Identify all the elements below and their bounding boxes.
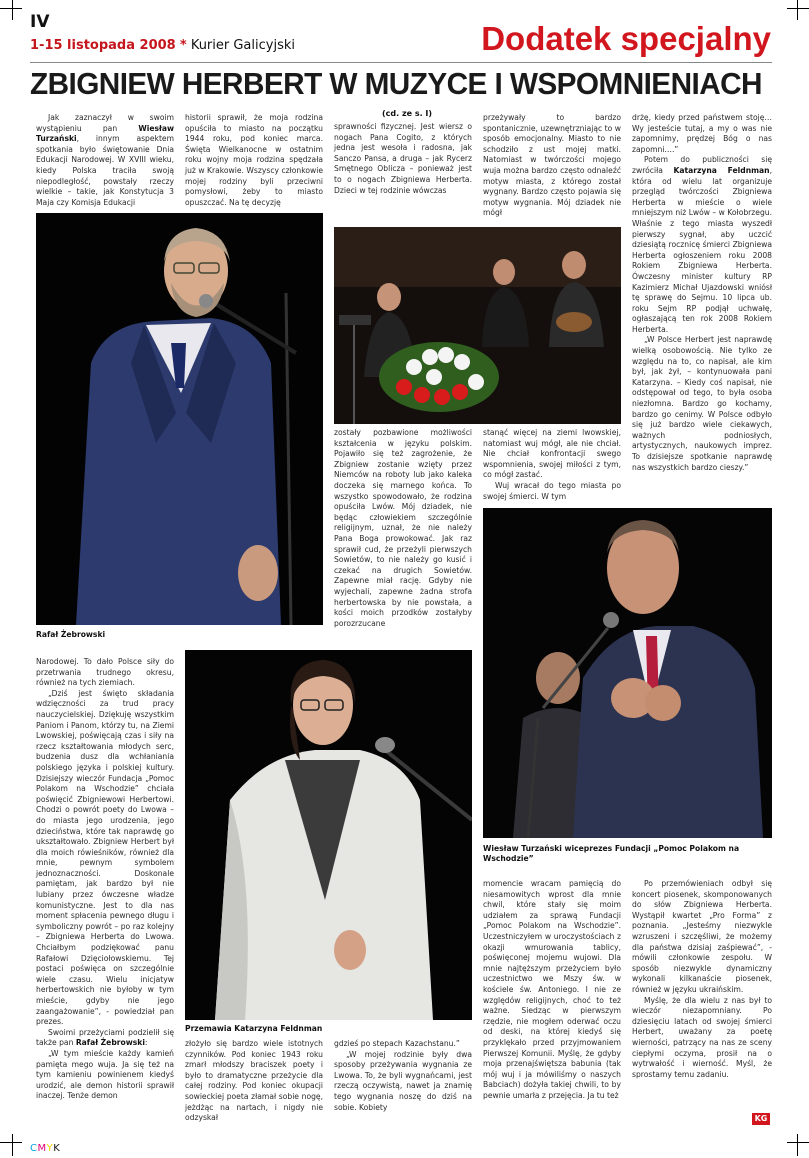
flower-bouquet (379, 342, 499, 412)
column-1-top (36, 113, 174, 208)
cmyk-y: Y (46, 1143, 54, 1154)
paragraph: gdzieś po stepach Kazachstanu.” (334, 1039, 460, 1048)
text-run: , innym aspektem spotkania było świętowanie Dnia Edukacji Narodowej. W XVIII wieku, kiedy Polska traciła swoją niepodległość, powstały rzeczy wielkie – takie, jak Konstytucja 3 Maja czy Komisja Edukacji (36, 134, 174, 207)
column-3-top (334, 122, 472, 196)
person-name: Katarzyna Feldnman (673, 165, 770, 175)
column-3-bottom (334, 1039, 472, 1113)
column-2-top (185, 113, 323, 208)
crop-mark (797, 0, 798, 20)
crop-mark (787, 8, 809, 9)
paragraph: Po przemówieniach odbył się koncert piosenek, skomponowanych do słów Zbigniewa Herberta. Wystąpił kwartet „Pro Forma” z poznania. „Jesteśmy niezwykle wzruszeni i szczęśliwi, że możemy dla państwa dzisiaj zaśpiewać”, - mówili członkowie zespołu. W sposób niezwykle dynamiczny wykonali kilkanaście piosenek, również w języku ukraińskim. (632, 879, 772, 994)
kg-logo-icon: KG (752, 1113, 770, 1125)
rafal-photo-illustration (36, 213, 323, 625)
page-number: IV (30, 12, 50, 32)
paragraph: Narodowej. To dało Polsce siły do przetrwania trudnego okresu, również na tych ziemiach. (36, 657, 174, 688)
article-headline: ZBIGNIEW HERBERT W MUZYCE I WSPOMNIENIACH (30, 66, 762, 101)
crop-mark (0, 8, 22, 9)
text-run: Swoimi przeżyciami podzielił się także pan (36, 1027, 174, 1048)
header-rule (30, 62, 772, 63)
cmyk-c: C (30, 1143, 38, 1154)
issue-date-line (30, 38, 295, 53)
paragraph: historii sprawił, że moja rodzina opuściła to miasto na początku 1944 roku, pod koniec marca. Święta Wielkanocne w ostatnim roku wojny moja rodzina spędzała już w Krakowie. Wszyscy członkowie mojej rodziny byli przeciwni pomysłowi, żeby to miasto opuszczać. Na tę decyzję (185, 113, 323, 207)
column-2-bottom (185, 1039, 323, 1124)
wieslaw-photo-illustration (483, 508, 772, 838)
paragraph: momencie wracam pamięcią do niesamowitych wprost dla mnie chwil, które stały się moim udziałem za sprawą Fundacji „Pomoc Polakom na Wschodzie”. Uczestniczyłem w uroczystościach z okazji wmurowania tablicy, poświęconej mojemu wujowi. Dla mnie najtęższym przeżyciem było uczestnictwo we Mszy św. w kościele św. Antoniego. I nie ze względów religijnych, choć to też ważne. Siedząc w pierwszym rzędzie, nie mogłem oderwać oczu od deski, na której kiedyś się przyklękało przed przyjmowaniem Pierwszej Komunii. Myślę, że gdyby moja przenajświętsza babunia (tak mój wuj i ja mówiliśmy o naszych Babciach) dożyła takiej chwili, to by pewnie umarła z przejęcia. Ja tu też (483, 879, 621, 1100)
column-1-bottom (36, 657, 174, 1102)
cmyk-registration (30, 1143, 60, 1154)
text-run: , która od wielu lat organizuje przegląd twórczości Zbigniewa Herberta w mieście o wiele mniejszym niż Lwów – w Kołobrzegu. Właśnie z tego miasta wyszedł pierwszy sygnał, aby uczcić dziesiątą rocznicę śmierci Zbigniewa Herberta ogłoszeniem roku 2008 Rokiem Zbigniewa Herberta. Ówczesny minister kultury RP Kazimierz Michał Ujazdowski wniósł tę sprawę do Sejmu. 10 lipca ub. roku Sejm RP podjął uchwałę, ogłaszającą ten rok 2008 Rokiem Herberta. (632, 165, 772, 334)
text-run: Potem do publiczności się zwróciła (632, 155, 772, 175)
paragraph: przeżywały to bardzo spontanicznie, uzewnętrzniając to w sposób emocjonalny. Miasto to nie schodziło z ust mojej matki. Natomiast w twórczości mojego wuja można bardzo często odnaleźć motyw miasta, z którego został wygnany. Bardzo często pojawia się motyw wygnania. Mój dziadek nie mógł (483, 113, 621, 218)
crop-mark (0, 1142, 22, 1143)
section-title: Dodatek specjalny (481, 20, 771, 57)
continued-note: (cd. ze s. I) (382, 109, 433, 118)
publication-name: Kurier Galicyjski (190, 38, 295, 53)
cmyk-k: K (53, 1143, 61, 1154)
paragraph: Wuj wracał do tego miasta po swojej śmierci. W tym (483, 480, 621, 501)
person-name: Rafał Żebrowski (75, 1038, 145, 1048)
column-4-top (483, 113, 621, 219)
column-4-middle (483, 428, 621, 502)
photo-concert (334, 227, 621, 424)
concert-photo-illustration (334, 227, 621, 424)
paragraph: zostały pozbawione możliwości kształcenia w języku polskim. Pojawiło się też zagrożenie, że Zbigniew zostanie wzięty przez Niemców na roboty lub jako kaleka doczeka się marnego końca. To wszystko spowodowało, że rodzina opuściła Lwów. Mój dziadek, nie będąc człowiekiem szczególnie religijnym, uznał, że nie należy Pana Boga prowokować. Jak raz sprawił cud, że przeżyli pierwszych Sowietów, to nie należy go kusić i czekać na drugich Sowietów. Zapewne miał rację. Gdyby nie wyjechali, zapewne żadna strofa herbertowska by nie powstała, a kości moich przodków zostałyby porozrzucane (334, 428, 472, 628)
text-run: Jak zaznaczył w swoim wystąpieniu pan (36, 113, 174, 133)
caption-wieslaw: Wiesław Turzański wiceprezes Fundacji „Pomoc Polakom na Wschodzie” (483, 844, 740, 863)
column-5 (632, 113, 772, 473)
crop-mark (12, 1134, 13, 1156)
paragraph: stanąć więcej na ziemi lwowskiej, natomiast wuj mógł, ale nie chciał. Nie chciał konfrontacji swego wspomnienia, swojej miłości z tym, co mógł zastać. (483, 428, 621, 480)
crop-mark (787, 1142, 809, 1143)
paragraph: „W Polsce Herbert jest naprawdę wielką osobowością. Nie tylko ze względu na to, co napisał, ale kim był, jak żył, – kontynuowała pani Katarzyna. – Kiedy coś napisał, nie odstępował od tego, to była osoba niezłomna. Bardzo go kochamy, bardzo go cenimy. W Polsce odbyło się już bardzo wiele ciekawych, ważnych podniosłych, artystycznych, naukowych imprez. To dzisiejsze spotkanie naprawdę nas wszystkich bardzo cieszy.” (632, 335, 772, 472)
caption-rafal: Rafał Żebrowski (36, 630, 106, 639)
photo-rafal-zebrowski (36, 213, 323, 625)
paragraph: Myślę, że dla wielu z nas był to wieczór niezapomniany. Po dziesięciu latach od swojej śmierci Herbert, uważany za poetę wierności, patrzący na nas ze sceny ciepłymi oczyma, prosił na o wytrwałość i wierność. Myśl, że sprostamy temu zadaniu. (632, 995, 772, 1079)
crop-mark (12, 0, 13, 20)
cmyk-m: M (37, 1143, 47, 1154)
paragraph: złożyło się bardzo wiele istotnych czynników. Pod koniec 1943 roku zmarł młodszy braciszek poety i było to dramatyczne przeżycie dla całej rodziny. Pod koniec okupacji sowieckiej poeta złamał sobie nogę, jeżdżąc na nartach, i nigdy nie odzyskał (185, 1039, 323, 1123)
photo-wieslaw-turzanski (483, 508, 772, 838)
column-3-middle (334, 428, 472, 629)
paragraph: sprawności fizycznej. Jest wiersz o nogach Pana Cogito, z których jedna jest wesoła i radosna, jak Sanczo Pansa, a druga – jak Rycerz Smętnego Oblicza – ponieważ jest to o nogach Zbigniewa Herberta. Dzieci w tej rodzinie wówczas (334, 122, 472, 195)
crop-mark (797, 1134, 798, 1156)
paragraph: drżę, kiedy przed państwem stoję… Wy jesteście tutaj, a my o was nie zapomnimy, prędzej Bóg o nas zapomni….” (632, 113, 772, 154)
katarzyna-photo-illustration (185, 650, 472, 1020)
person-name: Wiesław Turzański (36, 123, 174, 144)
caption-katarzyna: Przemawia Katarzyna Feldnman (185, 1024, 323, 1033)
paragraph: „W tym mieście każdy kamień pamięta mego wuja. Ja się też na tym kamieniu powinienem kiedyś urodzić, ale demon historii sprawił inaczej. Tenże demon (36, 1048, 174, 1101)
column-5-bottom (632, 879, 772, 1080)
issue-date: 1-15 listopada 2008 (30, 38, 176, 53)
column-4-bottom (483, 879, 621, 1101)
star-separator: * (179, 38, 187, 53)
paragraph: „W mojej rodzinie były dwa sposoby przeżywania wygnania ze Lwowa. To, że byli wygnańcami, jest rzeczą oczywistą, nawet ja znamię tego wygnania noszę do dziś na sobie. Kobiety (334, 1049, 472, 1112)
text-run: : (144, 1038, 148, 1048)
paragraph: „Dziś jest święto składania wdzięczności za trud pracy nauczycielskiej. Dziękuję wszystkim Paniom i Panom, którzy tu, na Ziemi Lwowskiej, poświęcają czas i siły na rzecz kształtowania młodych serc, budzenia dusz dla wchłaniania polskiego języka i polskiej kultury. Dzisiejszy wieczór Fundacja „Pomoc Polakom na Wschodzie” chciała poświęcić Zbigniewowi Herbertowi. Chodzi o powrót poety do Lwowa – do miasta jego urodzenia, jego dzieciństwa, które tak naprawdę go ukształtowało. Zbigniew Herbert był dla moich rówieśników, również dla mnie, pewnym symbolem jednoznaczności. Doskonale pamiętam, jak bardzo był nie lubiany przez ówczesne władze komunistyczne. Jest to dla nas moment spłacenia pewnego długu i symboliczny powrót – po raz kolejny – Zbigniewa Herberta do Lwowa. Chciałbym podziękować panu Rafałowi Dzięciołowskiemu. Tej postaci poświęca on szczególnie wiele czasu. Wielu inicjatyw herbertowskich nie byłoby w tym mieście, gdyby nie jego zaangażowanie”, - powiedział pan prezes. (36, 688, 174, 1027)
photo-katarzyna-feldnman (185, 650, 472, 1020)
